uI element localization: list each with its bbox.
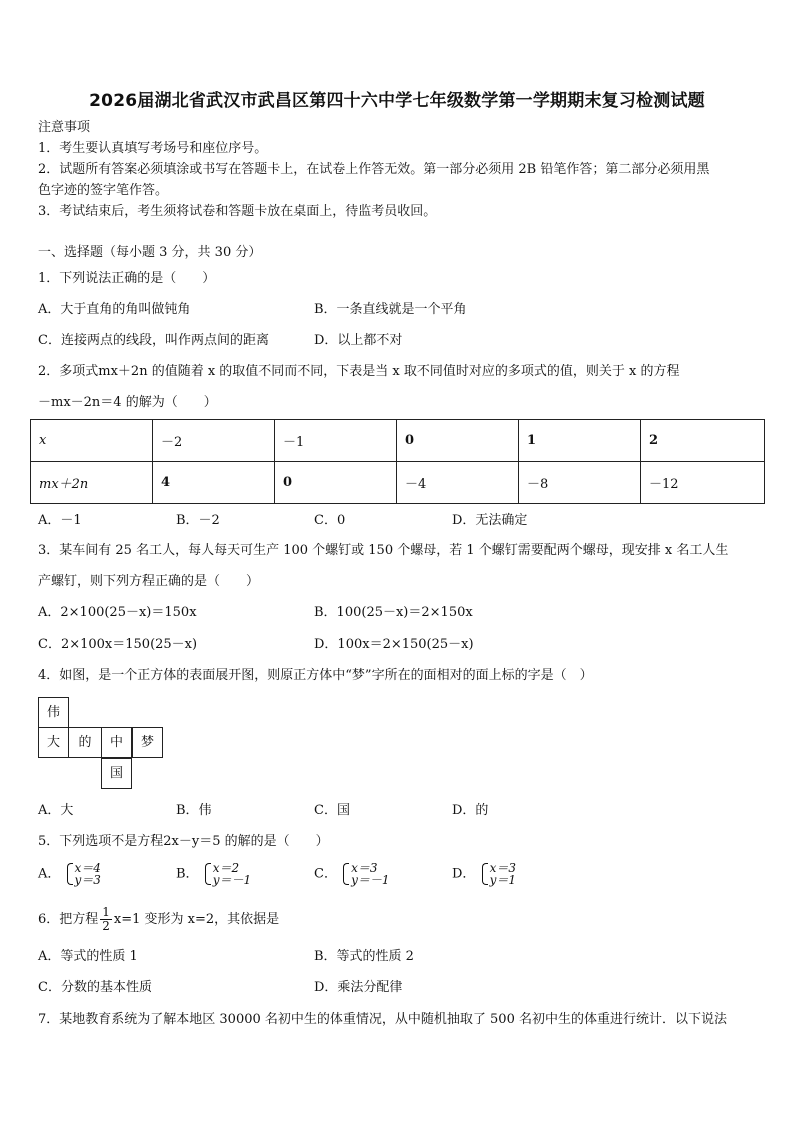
table-cell: －1 — [275, 420, 397, 462]
section-heading: 一、选择题（每小题 3 分，共 30 分） — [38, 245, 262, 260]
net-cell-guo: 国 — [101, 758, 132, 789]
notice-item-2: 2．试题所有答案必须填涂或书写在答题卡上，在试卷上作答无效。第一部分必须用 2B 铅笔作答；第二部分必须用黑 — [38, 162, 710, 177]
q4-option-d: D．的 — [452, 803, 489, 818]
net-cell-meng: 梦 — [132, 727, 163, 758]
q4-option-a: A．大 — [38, 803, 74, 818]
notice-item-1: 1．考生要认真填写考场号和座位序号。 — [38, 141, 268, 156]
equation-system — [203, 862, 251, 886]
q3-stem-cont: 产螺钉，则下列方程正确的是（ ） — [38, 574, 260, 589]
equation-system — [65, 862, 101, 886]
q5-option-c — [314, 862, 390, 886]
q2-stem-cont: －mx－2n＝4 的解为（ ） — [38, 395, 217, 410]
q6-option-c: C．分数的基本性质 — [38, 980, 152, 995]
q1-option-d: D．以上都不对 — [314, 333, 403, 348]
q6-option-d: D．乘法分配律 — [314, 980, 403, 995]
equation-line: y＝－1 — [212, 873, 252, 887]
cube-net-figure — [38, 697, 168, 792]
table-cell: mx＋2n — [31, 462, 153, 504]
q5-option-d — [452, 862, 516, 886]
q2-option-a: A．－1 — [38, 513, 82, 528]
q3-option-d: D．100x＝2×150(25－x) — [314, 637, 474, 652]
q4-option-b: B．伟 — [176, 803, 212, 818]
net-cell-da: 大 — [38, 727, 69, 758]
q5-option-b — [176, 862, 251, 886]
notice-item-2-cont: 色字迹的签字笔作答。 — [38, 183, 169, 198]
equation-line: x＝4 — [74, 861, 101, 875]
q7-stem: 7．某地教育系统为了解本地区 30000 名初中生的体重情况，从中随机抽取了 500 名初中生的体重进行统计．以下说法 — [38, 1012, 727, 1027]
option-label: B． — [176, 866, 199, 882]
exam-title: 2026届湖北省武汉市武昌区第四十六中学七年级数学第一学期期末复习检测试题 — [89, 91, 705, 111]
notice-item-3: 3．考试结束后，考生须将试卷和答题卡放在桌面上，待监考员收回。 — [38, 204, 437, 219]
q3-option-a: A．2×100(25－x)＝150x — [38, 605, 197, 620]
q2-option-b: B．－2 — [176, 513, 220, 528]
q6-option-b: B．等式的性质 2 — [314, 949, 414, 964]
equation-line: y＝－1 — [351, 873, 390, 887]
q2-option-d: D．无法确定 — [452, 513, 528, 528]
table-cell: －4 — [397, 462, 519, 504]
q1-option-b: B．一条直线就是一个平角 — [314, 302, 467, 317]
table-cell: －8 — [519, 462, 641, 504]
table-cell: －12 — [641, 462, 765, 504]
q2-stem: 2．多项式mx＋2n 的值随着 x 的取值不同而不同，下表是当 x 取不同值时对应的多项式的值，则关于 x 的方程 — [38, 364, 680, 379]
fraction-numerator: 1 — [102, 905, 110, 919]
equation-line: x＝3 — [489, 861, 516, 875]
table-cell: 4 — [153, 462, 275, 504]
q5-option-a — [38, 862, 101, 886]
option-label: D． — [452, 866, 476, 882]
q6-stem — [38, 906, 279, 933]
q1-option-a: A．大于直角的角叫做钝角 — [38, 302, 191, 317]
net-cell-wei: 伟 — [38, 697, 69, 728]
option-label: A． — [38, 866, 61, 882]
equation-line: y＝3 — [74, 873, 101, 887]
net-cell-zhong: 中 — [101, 727, 132, 758]
q2-value-table — [30, 419, 765, 504]
q6-option-a: A．等式的性质 1 — [38, 949, 138, 964]
table-cell: －2 — [153, 420, 275, 462]
q4-option-c: C．国 — [314, 803, 350, 818]
equation-system — [341, 862, 389, 886]
fraction-one-half — [100, 906, 112, 933]
table-cell: 0 — [397, 420, 519, 462]
equation-line: x＝3 — [351, 861, 378, 875]
q1-stem: 1．下列说法正确的是（ ） — [38, 271, 216, 286]
q3-option-c: C．2×100x＝150(25－x) — [38, 637, 198, 652]
net-cell-de: 的 — [69, 727, 101, 758]
q3-stem: 3．某车间有 25 名工人，每人每天可生产 100 个螺钉或 150 个螺母，若 1 个螺钉需要配两个螺母，现安排 x 名工人生 — [38, 543, 729, 558]
q6-stem-pre: 6．把方程 — [38, 912, 99, 927]
equation-system — [480, 862, 516, 886]
table-row — [31, 420, 765, 462]
q1-option-c: C．连接两点的线段，叫作两点间的距离 — [38, 333, 269, 348]
equation-line: x＝2 — [212, 861, 240, 875]
table-cell: 2 — [641, 420, 765, 462]
table-row — [31, 462, 765, 504]
q2-option-c: C．0 — [314, 513, 346, 528]
q3-option-b: B．100(25－x)＝2×150x — [314, 605, 473, 620]
table-cell: 0 — [275, 462, 397, 504]
table-cell: x — [31, 420, 153, 462]
fraction-denominator: 2 — [102, 919, 110, 933]
q5-stem: 5．下列选项不是方程2x－y＝5 的解的是（ ） — [38, 834, 329, 849]
q4-stem: 4．如图，是一个正方体的表面展开图，则原正方体中“梦”字所在的面相对的面上标的字是（ ） — [38, 668, 593, 683]
option-label: C． — [314, 866, 337, 882]
notice-heading: 注意事项 — [38, 120, 91, 135]
q6-stem-post: x=1 变形为 x=2，其依据是 — [113, 912, 280, 927]
equation-line: y＝1 — [489, 873, 516, 887]
table-cell: 1 — [519, 420, 641, 462]
